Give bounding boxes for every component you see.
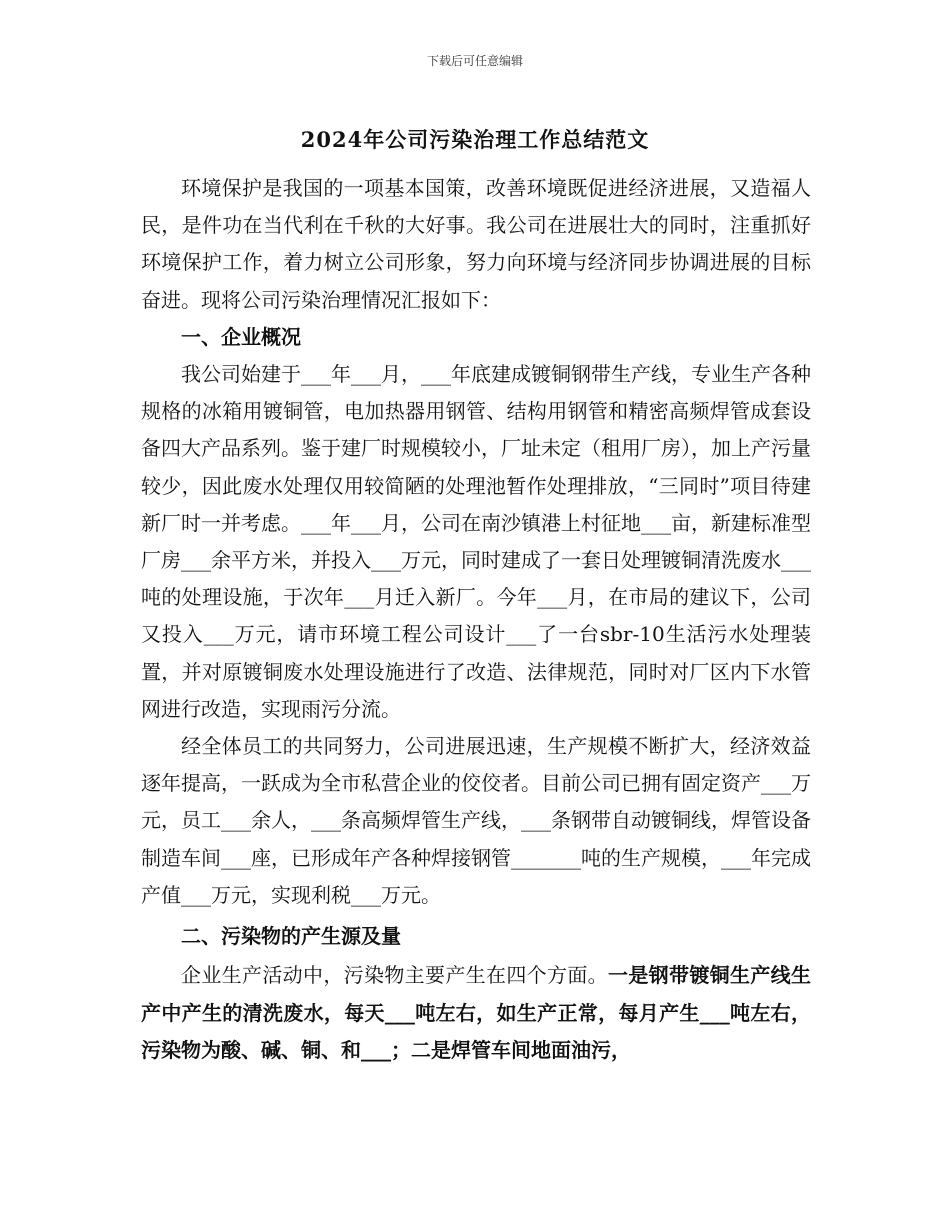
overview-paragraph-1: 我公司始建于___年___月，___年底建成镀铜钢带生产线，专业生产各种规格的冰箱用镀铜管，电加热器用钢管、结构用钢管和精密高频焊管成套设备四大产品系列。鉴于建厂时规模较小，厂址未定（租用厂房），加上产污量较少，因此废水处理仅用较简陋的处理池暂作处理排放，“三同时”项目待建新厂时一并考虑。___年___月，公司在南沙镇港上村征地___亩，新建标准型厂房___余平方米，并投入___万元，同时建成了一套日处理镀铜清洗废水___吨的处理设施，于次年___月迁入新厂。今年___月，在市局的建议下，公司又投入___万元，请市环境工程公司设计___了一台sbr-10生活污水处理装置，并对原镀铜废水处理设施进行了改造、法律规范，同时对厂区内下水管网进行改造，实现雨污分流。 (141, 362, 811, 721)
pollution-sources-bold-text: 一是钢带镀铜生产线生产中产生的清洗废水，每天___吨左右，如生产正常，每月产生___吨左右，污染物为酸、碱、铜、和___；二是焊管车间地面油污， (141, 963, 811, 1063)
pollution-sources-paragraph (141, 957, 811, 1070)
document-body (141, 170, 811, 1070)
overview-paragraph-2: 经全体员工的共同努力，公司进展迅速，生产规模不断扩大，经济效益逐年提高，一跃成为全市私营企业的佼佼者。目前公司已拥有固定资产___万元，员工___余人，___条高频焊管生产线，___条钢带自动镀铜线，焊管设备制造车间___座，已形成年产各种焊接钢管_______吨的生产规模，___年完成产值___万元，实现利税___万元。 (141, 734, 811, 907)
intro-paragraph: 环境保护是我国的一项基本国策，改善环境既促进经济进展，又造福人民，是件功在当代利在千秋的大好事。我公司在进展壮大的同时，注重抓好环境保护工作，着力树立公司形象，努力向环境与经济同步协调进展的目标奋进。现将公司污染治理情况汇报如下： (141, 176, 811, 312)
pollution-sources-intro-text: 企业生产活动中，污染物主要产生在四个方面。 (181, 963, 608, 988)
document-title: 2024年公司污染治理工作总结范文 (300, 127, 650, 152)
section-heading-pollution-sources: 二、污染物的产生源及量 (181, 924, 401, 949)
page-header-note: 下载后可任意编辑 (426, 54, 523, 68)
section-heading-overview: 一、企业概况 (181, 324, 301, 349)
